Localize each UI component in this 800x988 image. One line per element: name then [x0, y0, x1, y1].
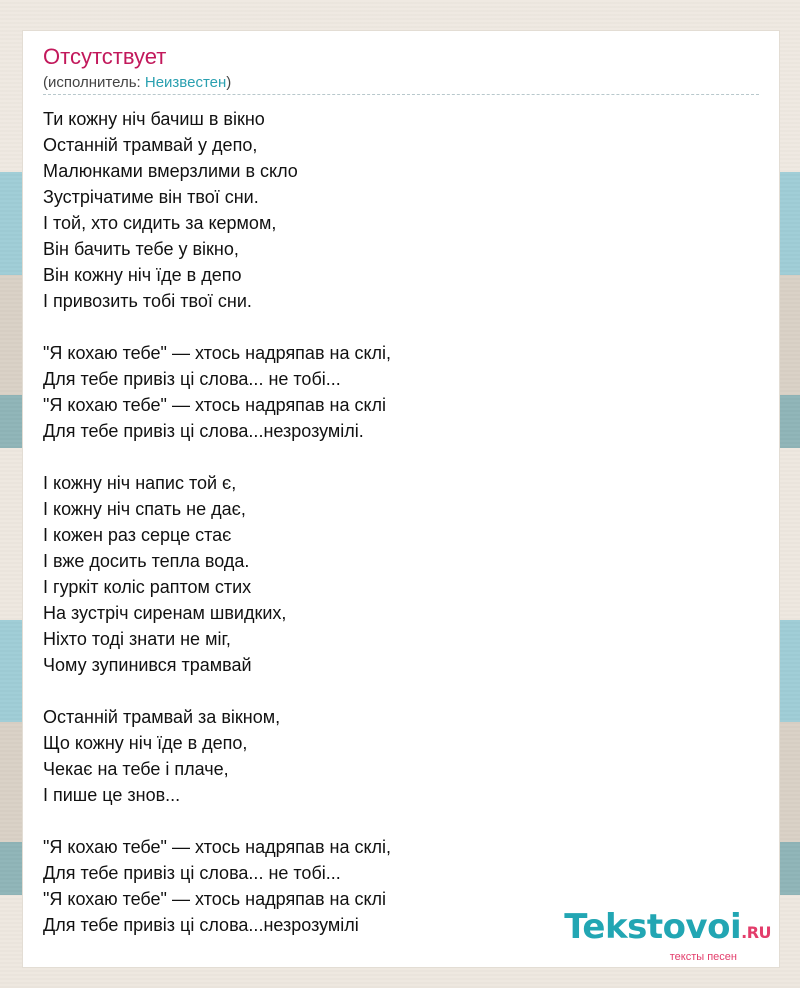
lyrics-line: І вже досить тепла вода. — [43, 551, 250, 571]
lyrics-line: Останній трамвай у депо, — [43, 135, 258, 155]
lyrics-card — [22, 30, 780, 968]
artist-suffix: ) — [226, 74, 232, 91]
lyrics-line: "Я кохаю тебе" — хтось надряпав на склі — [43, 889, 387, 909]
lyrics-line: Для тебе привіз ці слова... не тобі... — [43, 369, 341, 389]
lyrics-line: Чекає на тебе і плаче, — [43, 759, 229, 779]
artist-line — [43, 73, 231, 93]
lyrics-line: Останній трамвай за вікном, — [43, 707, 281, 727]
lyrics-line: І привозить тобі твої сни. — [43, 291, 252, 311]
logo-tld: .RU — [741, 923, 771, 942]
lyrics-line: Малюнками вмерзлими в скло — [43, 161, 298, 181]
lyrics-line: Для тебе привіз ці слова... не тобі... — [43, 863, 341, 883]
lyrics-stanza — [43, 106, 391, 314]
logo-tagline: тексты песен — [669, 951, 737, 963]
site-logo[interactable] — [564, 909, 771, 963]
lyrics-line: На зустріч сиренам швидких, — [43, 603, 287, 623]
lyrics-stanza — [43, 834, 391, 938]
logo-name: Tekstovoi — [564, 907, 742, 947]
header-divider — [43, 94, 759, 95]
lyrics-line: Ніхто тоді знати не міг, — [43, 629, 231, 649]
lyrics-stanza — [43, 470, 391, 678]
lyrics-line: "Я кохаю тебе" — хтось надряпав на склі, — [43, 343, 392, 363]
lyrics-line: І кожен раз серце стає — [43, 525, 232, 545]
lyrics-line: Він бачить тебе у вікно, — [43, 239, 239, 259]
lyrics-line: І кожну ніч напис той є, — [43, 473, 237, 493]
lyrics-line: І той, хто сидить за кермом, — [43, 213, 277, 233]
lyrics-line: "Я кохаю тебе" — хтось надряпав на склі, — [43, 837, 392, 857]
song-title: Отсутствует — [43, 44, 167, 69]
lyrics-line: Зустрічатиме він твої сни. — [43, 187, 259, 207]
lyrics-line: Для тебе привіз ці слова...незрозумілі — [43, 915, 359, 935]
lyrics-text — [43, 106, 391, 964]
artist-link[interactable]: Неизвестен — [144, 74, 227, 91]
lyrics-line: І пише це знов... — [43, 785, 181, 805]
lyrics-line: І гуркіт коліс раптом стих — [43, 577, 252, 597]
lyrics-line: Для тебе привіз ці слова...незрозумілі. — [43, 421, 364, 441]
lyrics-line: Що кожну ніч їде в депо, — [43, 733, 248, 753]
lyrics-stanza — [43, 704, 391, 808]
lyrics-line: І кожну ніч спать не дає, — [43, 499, 246, 519]
lyrics-line: Ти кожну ніч бачиш в вікно — [43, 109, 265, 129]
lyrics-line: "Я кохаю тебе" — хтось надряпав на склі — [43, 395, 387, 415]
lyrics-line: Чому зупинився трамвай — [43, 655, 252, 675]
artist-prefix: (исполнитель: — [43, 74, 145, 91]
lyrics-line: Він кожну ніч їде в депо — [43, 265, 242, 285]
lyrics-stanza — [43, 340, 391, 444]
